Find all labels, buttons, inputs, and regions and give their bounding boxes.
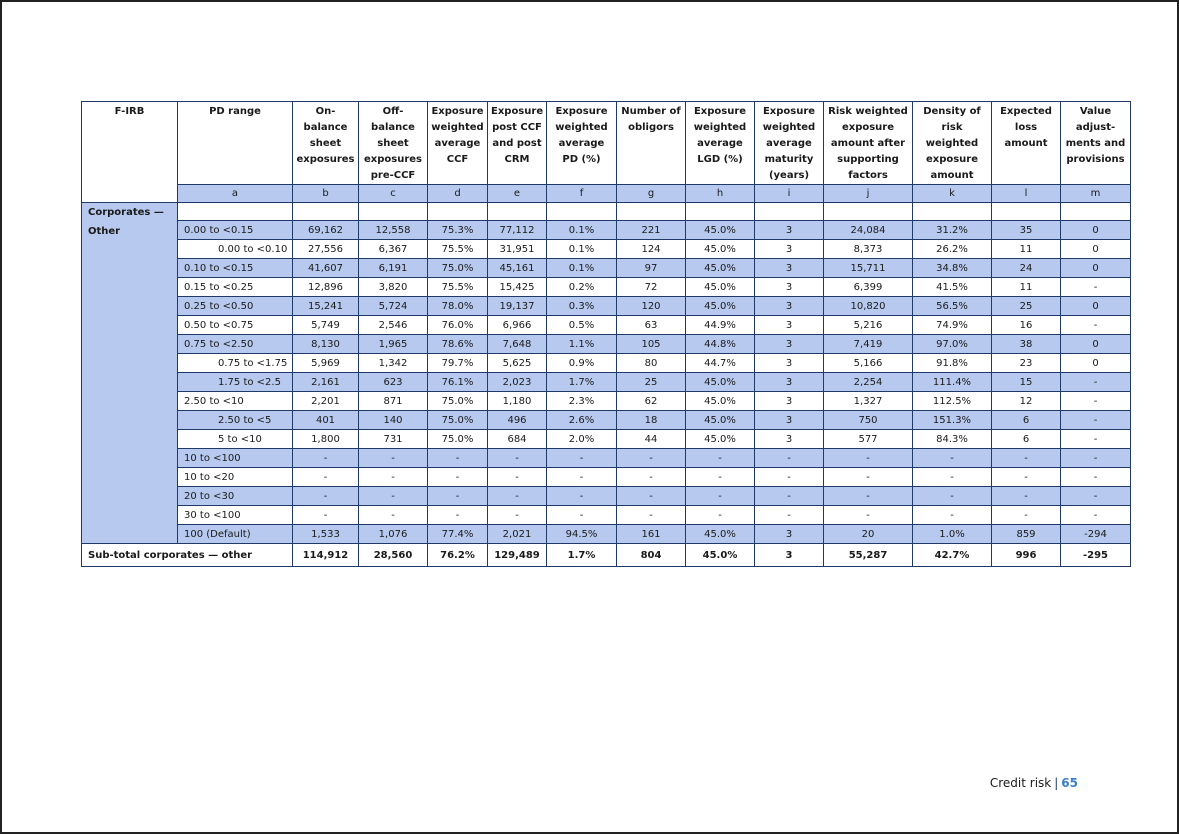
pd-range-cell: 0.75 to <2.50 xyxy=(178,335,293,354)
table-cell: - xyxy=(547,506,617,525)
table-row xyxy=(82,411,1131,430)
table-cell: 2,254 xyxy=(824,373,913,392)
spacer-row xyxy=(82,203,1131,221)
table-cell: 45.0% xyxy=(686,430,755,449)
table-cell: - xyxy=(913,506,992,525)
table-cell: 45.0% xyxy=(686,411,755,430)
table-cell: 0.1% xyxy=(547,259,617,278)
table-cell: 44.7% xyxy=(686,354,755,373)
table-cell: 3 xyxy=(755,373,824,392)
table-cell: 151.3% xyxy=(913,411,992,430)
table-cell: 41,607 xyxy=(293,259,359,278)
column-header: Off-balance sheet exposures pre-CCF xyxy=(359,102,428,185)
table-cell: 3 xyxy=(755,259,824,278)
table-cell: - xyxy=(755,449,824,468)
table-cell: 112.5% xyxy=(913,392,992,411)
table-cell: - xyxy=(488,487,547,506)
table-row xyxy=(82,449,1131,468)
table-row xyxy=(82,278,1131,297)
table-cell: 45,161 xyxy=(488,259,547,278)
table-cell: 1,342 xyxy=(359,354,428,373)
table-cell: 45.0% xyxy=(686,240,755,259)
pd-range-cell: 0.10 to <0.15 xyxy=(178,259,293,278)
table-cell: 623 xyxy=(359,373,428,392)
column-header: Exposure post CCF and post CRM xyxy=(488,102,547,185)
table-cell: - xyxy=(547,449,617,468)
table-cell: 1.7% xyxy=(547,373,617,392)
table-cell: - xyxy=(755,506,824,525)
column-letter: h xyxy=(686,185,755,203)
table-cell: 1.0% xyxy=(913,525,992,544)
table-cell: - xyxy=(686,468,755,487)
table-cell: 45.0% xyxy=(686,373,755,392)
column-letter: d xyxy=(428,185,488,203)
column-header: Number of obligors xyxy=(617,102,686,185)
table-cell: 5,749 xyxy=(293,316,359,335)
pd-range-cell: 20 to <30 xyxy=(178,487,293,506)
table-cell: - xyxy=(428,487,488,506)
table-cell: 75.0% xyxy=(428,392,488,411)
table-cell: 75.0% xyxy=(428,430,488,449)
table-cell: 3 xyxy=(755,316,824,335)
table-cell: 3,820 xyxy=(359,278,428,297)
table-cell: 84.3% xyxy=(913,430,992,449)
table-cell: 25 xyxy=(992,297,1061,316)
table-cell: - xyxy=(1061,449,1131,468)
column-letter: a xyxy=(178,185,293,203)
table-cell: - xyxy=(755,468,824,487)
table-cell: 27,556 xyxy=(293,240,359,259)
pd-range-cell: 1.75 to <2.5 xyxy=(178,373,293,392)
table-cell: 6,367 xyxy=(359,240,428,259)
table-cell: 41.5% xyxy=(913,278,992,297)
table-cell: - xyxy=(686,487,755,506)
table-cell: 78.6% xyxy=(428,335,488,354)
pd-range-cell: 0.25 to <0.50 xyxy=(178,297,293,316)
table-cell: 3 xyxy=(755,430,824,449)
table-cell: - xyxy=(992,487,1061,506)
table-cell: 8,130 xyxy=(293,335,359,354)
table-row xyxy=(82,468,1131,487)
table-cell: - xyxy=(992,468,1061,487)
table-cell: 44 xyxy=(617,430,686,449)
table-cell: - xyxy=(293,487,359,506)
table-cell: 91.8% xyxy=(913,354,992,373)
column-header: Exposure weighted average maturity (years) xyxy=(755,102,824,185)
table-cell: 6 xyxy=(992,430,1061,449)
table-cell: - xyxy=(359,487,428,506)
table-cell: - xyxy=(755,487,824,506)
table-cell: 1.1% xyxy=(547,335,617,354)
pd-range-cell: 30 to <100 xyxy=(178,506,293,525)
table-cell: 69,162 xyxy=(293,221,359,240)
table-cell: 3 xyxy=(755,354,824,373)
table-row xyxy=(82,240,1131,259)
table-cell: 6 xyxy=(992,411,1061,430)
table-cell: 0.3% xyxy=(547,297,617,316)
column-header: Exposure weighted average CCF xyxy=(428,102,488,185)
table-cell: - xyxy=(617,468,686,487)
column-header: PD range xyxy=(178,102,293,185)
table-cell: 75.0% xyxy=(428,411,488,430)
table-cell: 79.7% xyxy=(428,354,488,373)
table-row xyxy=(82,373,1131,392)
subtotal-row xyxy=(82,544,1131,567)
table-cell: 6,966 xyxy=(488,316,547,335)
table-cell: 45.0% xyxy=(686,297,755,316)
table-cell: 3 xyxy=(755,297,824,316)
subtotal-cell: 55,287 xyxy=(824,544,913,567)
table-cell: 0.1% xyxy=(547,221,617,240)
column-header: Exposure weighted average PD (%) xyxy=(547,102,617,185)
table-cell: 76.1% xyxy=(428,373,488,392)
pd-range-cell: 10 to <100 xyxy=(178,449,293,468)
subtotal-cell: 45.0% xyxy=(686,544,755,567)
pd-range-cell: 0.75 to <1.75 xyxy=(178,354,293,373)
table-cell: - xyxy=(488,468,547,487)
table-cell: 12 xyxy=(992,392,1061,411)
table-cell: 859 xyxy=(992,525,1061,544)
table-cell: 16 xyxy=(992,316,1061,335)
table-cell: - xyxy=(359,468,428,487)
pd-range-cell: 0.00 to <0.10 xyxy=(178,240,293,259)
subtotal-cell: 76.2% xyxy=(428,544,488,567)
page-number: 65 xyxy=(1061,776,1078,790)
table-cell: 5,625 xyxy=(488,354,547,373)
table-cell: 15,425 xyxy=(488,278,547,297)
table-cell: - xyxy=(1061,373,1131,392)
table-cell: 15,241 xyxy=(293,297,359,316)
table-cell: 3 xyxy=(755,335,824,354)
table-cell: 0.5% xyxy=(547,316,617,335)
table-cell: 0 xyxy=(1061,354,1131,373)
table-cell: 11 xyxy=(992,240,1061,259)
table-cell: 24,084 xyxy=(824,221,913,240)
table-cell: 1,800 xyxy=(293,430,359,449)
pd-range-cell: 2.50 to <10 xyxy=(178,392,293,411)
table-cell: - xyxy=(992,506,1061,525)
table-cell: 45.0% xyxy=(686,525,755,544)
table-cell: - xyxy=(913,468,992,487)
column-letter: i xyxy=(755,185,824,203)
table-cell: - xyxy=(1061,430,1131,449)
table-cell: - xyxy=(617,506,686,525)
table-cell: 76.0% xyxy=(428,316,488,335)
table-cell: 111.4% xyxy=(913,373,992,392)
table-cell: 3 xyxy=(755,525,824,544)
table-cell: 2.6% xyxy=(547,411,617,430)
table-cell: 0.9% xyxy=(547,354,617,373)
table-cell: 72 xyxy=(617,278,686,297)
table-cell: 7,419 xyxy=(824,335,913,354)
table-cell: 3 xyxy=(755,411,824,430)
table-cell: 45.0% xyxy=(686,259,755,278)
table-cell: - xyxy=(359,449,428,468)
table-cell: 12,558 xyxy=(359,221,428,240)
table-cell: 2,546 xyxy=(359,316,428,335)
table-cell: 5,724 xyxy=(359,297,428,316)
table-cell: - xyxy=(293,506,359,525)
table-cell: 1,533 xyxy=(293,525,359,544)
table-cell: 871 xyxy=(359,392,428,411)
table-cell: 0 xyxy=(1061,221,1131,240)
table-cell: - xyxy=(686,506,755,525)
table-cell: 5,216 xyxy=(824,316,913,335)
table-cell: 684 xyxy=(488,430,547,449)
column-letter: b xyxy=(293,185,359,203)
table-row xyxy=(82,354,1131,373)
table-row xyxy=(82,487,1131,506)
table-cell: 0.1% xyxy=(547,240,617,259)
table-cell: 3 xyxy=(755,392,824,411)
table-cell: 105 xyxy=(617,335,686,354)
table-cell: - xyxy=(488,506,547,525)
table-cell: 0.2% xyxy=(547,278,617,297)
column-letter-row xyxy=(82,185,1131,203)
table-cell: - xyxy=(686,449,755,468)
column-header: Risk weighted exposure amount after supporting factors xyxy=(824,102,913,185)
column-header-row xyxy=(82,102,1131,185)
footer-section-title: Credit risk xyxy=(989,776,1052,790)
table-cell: - xyxy=(1061,468,1131,487)
table-cell: 731 xyxy=(359,430,428,449)
column-header: F-IRB xyxy=(82,102,178,203)
table-body xyxy=(82,203,1131,544)
table-cell: 23 xyxy=(992,354,1061,373)
subtotal-cell: 1.7% xyxy=(547,544,617,567)
table-cell: - xyxy=(617,487,686,506)
subtotal-cell: 28,560 xyxy=(359,544,428,567)
subtotal-cell: -295 xyxy=(1061,544,1131,567)
table-cell: 80 xyxy=(617,354,686,373)
table-cell: 38 xyxy=(992,335,1061,354)
exposure-class-label: Corporates — Other xyxy=(82,203,178,544)
table-cell: 26.2% xyxy=(913,240,992,259)
table-cell: - xyxy=(1061,278,1131,297)
table-cell: - xyxy=(617,449,686,468)
table-cell: 2,021 xyxy=(488,525,547,544)
table-cell: 120 xyxy=(617,297,686,316)
table-cell: 97 xyxy=(617,259,686,278)
table-cell: 75.3% xyxy=(428,221,488,240)
table-cell: 496 xyxy=(488,411,547,430)
table-cell: 6,191 xyxy=(359,259,428,278)
table-cell: 56.5% xyxy=(913,297,992,316)
table-row xyxy=(82,392,1131,411)
table-cell: - xyxy=(428,506,488,525)
table-row xyxy=(82,221,1131,240)
column-header: Density of risk weighted exposure amount xyxy=(913,102,992,185)
table-cell: - xyxy=(1061,411,1131,430)
table-cell: - xyxy=(1061,487,1131,506)
table-cell: - xyxy=(824,449,913,468)
table-cell: 74.9% xyxy=(913,316,992,335)
table-cell: 0 xyxy=(1061,335,1131,354)
table-cell: 401 xyxy=(293,411,359,430)
table-cell: 577 xyxy=(824,430,913,449)
table-row xyxy=(82,525,1131,544)
table-cell: - xyxy=(824,487,913,506)
table-cell: 1,327 xyxy=(824,392,913,411)
table-cell: 63 xyxy=(617,316,686,335)
table-cell: - xyxy=(547,468,617,487)
column-header: Expected loss amount xyxy=(992,102,1061,185)
table-cell: 15 xyxy=(992,373,1061,392)
table-cell: 77,112 xyxy=(488,221,547,240)
table-row xyxy=(82,506,1131,525)
table-cell: - xyxy=(428,449,488,468)
table-row xyxy=(82,316,1131,335)
table-cell: - xyxy=(1061,316,1131,335)
table-cell: 19,137 xyxy=(488,297,547,316)
table-cell: 5,969 xyxy=(293,354,359,373)
table-cell: - xyxy=(488,449,547,468)
table-cell: - xyxy=(1061,392,1131,411)
column-letter: k xyxy=(913,185,992,203)
table-cell: 35 xyxy=(992,221,1061,240)
table-cell: 2,201 xyxy=(293,392,359,411)
table-cell: 11 xyxy=(992,278,1061,297)
table-cell: 7,648 xyxy=(488,335,547,354)
table-cell: - xyxy=(359,506,428,525)
subtotal-cell: 42.7% xyxy=(913,544,992,567)
table-cell: 75.5% xyxy=(428,240,488,259)
table-cell: 0 xyxy=(1061,240,1131,259)
table-cell: 45.0% xyxy=(686,392,755,411)
table-cell: - xyxy=(992,449,1061,468)
column-header: Exposure weighted average LGD (%) xyxy=(686,102,755,185)
table-row xyxy=(82,335,1131,354)
table-cell: 124 xyxy=(617,240,686,259)
table-cell: 1,180 xyxy=(488,392,547,411)
table-cell: 34.8% xyxy=(913,259,992,278)
column-letter: e xyxy=(488,185,547,203)
table-cell: - xyxy=(913,487,992,506)
table-cell: 62 xyxy=(617,392,686,411)
corporates-other-firb-table xyxy=(81,101,1131,567)
table-cell: 45.0% xyxy=(686,278,755,297)
subtotal-cell: 996 xyxy=(992,544,1061,567)
table-cell: 25 xyxy=(617,373,686,392)
table-cell: 78.0% xyxy=(428,297,488,316)
page-footer xyxy=(990,776,1078,790)
table-row xyxy=(82,430,1131,449)
table-cell: 6,399 xyxy=(824,278,913,297)
pd-range-cell: 100 (Default) xyxy=(178,525,293,544)
column-letter: c xyxy=(359,185,428,203)
table-cell: 44.9% xyxy=(686,316,755,335)
table-cell: 5,166 xyxy=(824,354,913,373)
table-cell: 31,951 xyxy=(488,240,547,259)
column-letter: l xyxy=(992,185,1061,203)
table-cell: 8,373 xyxy=(824,240,913,259)
subtotal-label: Sub-total corporates — other xyxy=(82,544,293,567)
table-cell: 3 xyxy=(755,240,824,259)
table-cell: 20 xyxy=(824,525,913,544)
table-cell: 12,896 xyxy=(293,278,359,297)
table-cell: -294 xyxy=(1061,525,1131,544)
table-cell: - xyxy=(913,449,992,468)
table-cell: 0 xyxy=(1061,297,1131,316)
table-cell: 44.8% xyxy=(686,335,755,354)
table-cell: 10,820 xyxy=(824,297,913,316)
table-cell: 2,161 xyxy=(293,373,359,392)
table-cell: 24 xyxy=(992,259,1061,278)
footer-separator: | xyxy=(1054,776,1059,790)
subtotal-cell: 804 xyxy=(617,544,686,567)
table-cell: 31.2% xyxy=(913,221,992,240)
table-cell: 18 xyxy=(617,411,686,430)
table-cell: 1,076 xyxy=(359,525,428,544)
table-cell: 750 xyxy=(824,411,913,430)
table-cell: - xyxy=(824,468,913,487)
table-cell: - xyxy=(1061,506,1131,525)
pd-range-cell: 0.50 to <0.75 xyxy=(178,316,293,335)
pd-range-cell: 10 to <20 xyxy=(178,468,293,487)
table-cell: - xyxy=(293,449,359,468)
table-row xyxy=(82,259,1131,278)
table-cell: 77.4% xyxy=(428,525,488,544)
table-row xyxy=(82,297,1131,316)
column-header: Value adjust-ments and provisions xyxy=(1061,102,1131,185)
subtotal-cell: 114,912 xyxy=(293,544,359,567)
column-letter: m xyxy=(1061,185,1131,203)
table-cell: 97.0% xyxy=(913,335,992,354)
pd-range-cell: 0.15 to <0.25 xyxy=(178,278,293,297)
table-cell: 45.0% xyxy=(686,221,755,240)
table-cell: 15,711 xyxy=(824,259,913,278)
table-cell: 161 xyxy=(617,525,686,544)
subtotal-cell: 3 xyxy=(755,544,824,567)
table-cell: 140 xyxy=(359,411,428,430)
table-cell: - xyxy=(824,506,913,525)
table-cell: 2.3% xyxy=(547,392,617,411)
table-cell: 221 xyxy=(617,221,686,240)
pd-range-cell: 2.50 to <5 xyxy=(178,411,293,430)
column-header: On-balance sheet exposures xyxy=(293,102,359,185)
column-letter: f xyxy=(547,185,617,203)
table-cell: 3 xyxy=(755,221,824,240)
subtotal-cell: 129,489 xyxy=(488,544,547,567)
column-letter: j xyxy=(824,185,913,203)
table-cell: 75.0% xyxy=(428,259,488,278)
table-cell: 2,023 xyxy=(488,373,547,392)
table-cell: - xyxy=(428,468,488,487)
table-cell: 3 xyxy=(755,278,824,297)
table-cell: 75.5% xyxy=(428,278,488,297)
table-cell: 2.0% xyxy=(547,430,617,449)
table-cell: 94.5% xyxy=(547,525,617,544)
pd-range-cell: 5 to <10 xyxy=(178,430,293,449)
pd-range-cell: 0.00 to <0.15 xyxy=(178,221,293,240)
table-cell: - xyxy=(293,468,359,487)
column-letter: g xyxy=(617,185,686,203)
table-cell: 1,965 xyxy=(359,335,428,354)
table-cell: - xyxy=(547,487,617,506)
table-cell: 0 xyxy=(1061,259,1131,278)
